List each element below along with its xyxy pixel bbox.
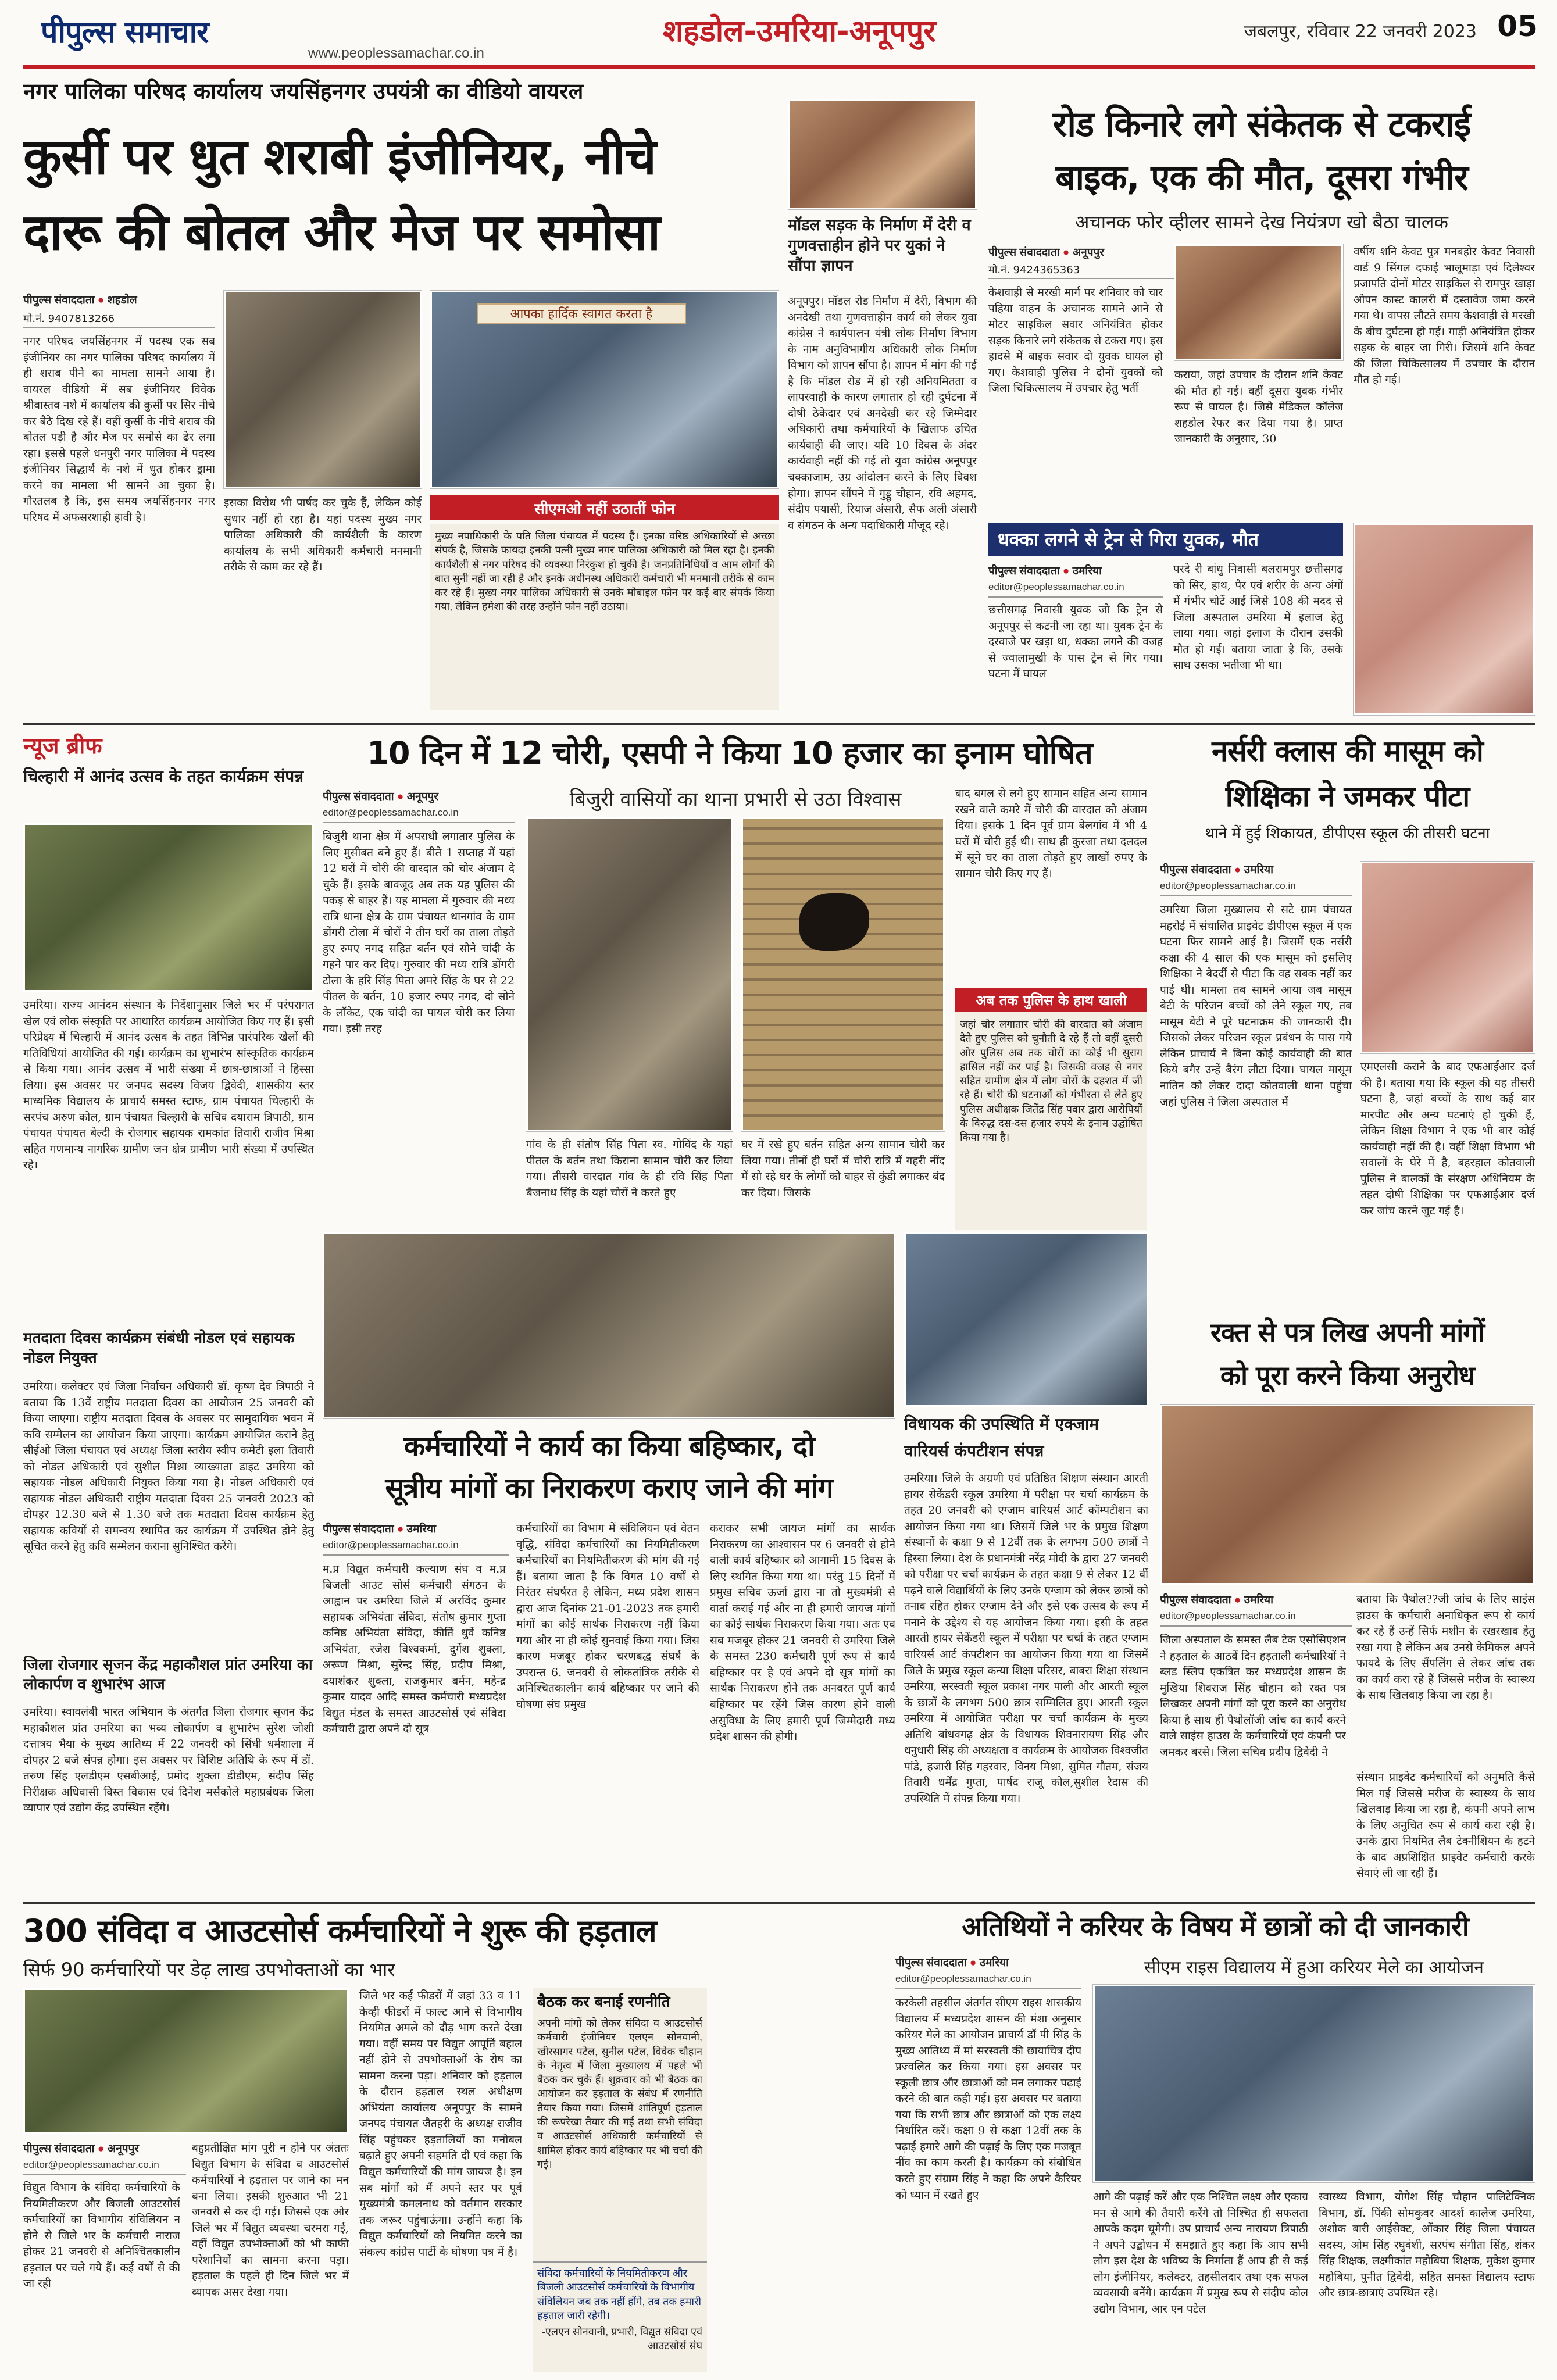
row-divider bbox=[23, 723, 1535, 725]
email-link[interactable]: editor@peoplessamachar.co.in bbox=[23, 2159, 186, 2175]
masthead-logo bbox=[41, 10, 343, 57]
victim-photo bbox=[1354, 523, 1535, 715]
byline: पीपुल्स संवाददाता ● उमरिया bbox=[895, 1957, 1009, 1969]
brief-text-2: उमरिया। कलेक्टर एवं जिला निर्वाचन अधिकारी डॉ. कृष्ण देव त्रिपाठी ने बताया कि 13वें राष्ट्रीय मतदाता दिवस का आयोजन 25 जनवरी को किया जाएगा। राष्ट्रीय मतदाता दिवस के अवसर पर सामुदायिक भवन में कवि सम्मेलन का आयोजन किया जाएगा। कार्यक्रम आयोजित कराने हेतु सीईओ जिला पंचायत एवं अध्यक्ष जिला स्तरीय स्वीप कमेटी इला तिवारी को नोडल अधिकारी एवं सुशील मिश्रा व्याख्याता डाइट उमरिया को सहायक नोडल अधिकारी नियुक्त किया गया है। नोडल अधिकारी एवं सहायक नोडल अधिकारी राष्ट्रीय मतदाता दिवस 25 जनवरी 2023 को दोपहर 12.30 बजे से 1.30 बजे तक मतदाता दिवस कार्यक्रम हेतु सहायक कवियों से समन्वय स्थापित कर कार्यक्रम में उपस्थित होने हेतु सूचित करने हेतु कवि सम्मेलन कराना सुनिश्चित करेंगे। bbox=[23, 1380, 314, 1553]
story-headline-line2: को पूरा करने किया अनुरोध bbox=[1220, 1360, 1475, 1391]
story-headline: अतिथियों ने करियर के विषय में छात्रों को दी जानकारी bbox=[962, 1911, 1469, 1942]
wall-hole bbox=[799, 893, 869, 951]
byline: पीपुल्स संवाददाता ● उमरिया bbox=[1160, 1594, 1274, 1606]
story-headline: 300 संविदा व आउटसोर्स कर्मचारियों ने शुरू की हड़ताल bbox=[23, 1913, 656, 1949]
memorandum-photo bbox=[788, 99, 977, 209]
mobile-number: मो.नं. 9407813266 bbox=[23, 312, 215, 328]
story-column-1: उमरिया जिला मुख्यालय से सटे ग्राम पंचायत महरोई में संचालित प्राइवेट डीपीएस स्कूल में एक घटना फिर सामने आई है। जिसमें एक नर्सरी कक्षा की 4 साल की एक मासूम को इसलिए शिक्षिका ने बेदर्दी से पीटा कि वह सबक नहीं कर पाई थी। मामला तब सामने आया जब मासूम बेटी के परिजन बच्चों को लेने स्कूल गए, तब मासूम बेटी ने पूरे घटनाक्रम की जानकारी दी। जिसको लेकर परिजन स्कूल प्रबंधन के पास गये लेकिन प्राचार्य ने बिना कोई कार्यवाही की बात किये बगैर उन्हें बैरंग लौटा दिया। घायल मासूम नातिन को लेकर दादा कोतवाली थाना पहुंचा जहां पुलिस ने जिला अस्पताल में bbox=[1160, 903, 1352, 1109]
byline: पीपुल्स संवाददाता ● शहडोल bbox=[23, 294, 137, 306]
story-column-2: आगे की पढ़ाई करें और एक निश्चित लक्ष्य और एकाग्र मन से आगे की तैयारी करेंगे तो निश्चित ही सफलता आपके कदम चूमेगी। उप प्राचार्य अन्य नारायण त्रिपाठी ने अपने उद्बोधन में समझाते हुए कहा कि आप सभी लोग इस देश के भविष्य के निर्माता हैं आप ही से कई लोग इंजीनियर, कलेक्टर, तहसीलदार तथा एक सफल व्यवसायी बनेंगे। कार्यक्रम में प्रमुख रूप से संदीप कोल उद्योग विभाग, आर एन पटेल bbox=[1093, 2190, 1308, 2315]
news-brief bbox=[23, 730, 314, 1899]
row-divider-2 bbox=[23, 1902, 1535, 1904]
brief-text-3: उमरिया। स्वावलंबी भारत अभियान के अंतर्गत जिला रोजगार सृजन केंद्र महाकौशल प्रांत उमरिया का भव्य लोकार्पण व शुभारंभ सुरेश जोशी दत्तात्रय भैया के मुख्य आतिथ्य में 22 जनवरी को सिंधी धर्मशाला में दोपहर 2 बजे संपन्न होगा। इस अवसर पर विशिष्ट अतिथि के रूप में डॉ. तरुण सिंह एलडीएम एसबीआई, प्रमोद शुक्ला डीडीएम, संदीप सिंह निरीक्षक अधिवासी विस्त विकास एवं दिनेश मर्सकोले महाप्रबंधक जिला व्यापार एवं उद्योग केंद्र उपस्थित रहेंगे। bbox=[23, 1706, 314, 1815]
story-column-2: कर्मचारियों का विभाग में संविलियन एवं वेतन वृद्धि, संविदा कर्मचारियों का नियमितीकरण कर्मचारियों का नियमितीकरण की मांग की गई हैं। बताया जाता है कि विगत 10 वर्षों से निरंतर संघर्षरत है लेकिन, मध्य प्रदेश शासन द्वारा आज दिनांक 21-01-2023 तक हमारी मांगों का कोई सार्थक निराकरण नहीं किया गया और ना ही कोई सुनवाई किया गया। जिस कारण मजबूर होकर चरणबद्ध संघर्ष के उपरान्त 6. जनवरी से लोकतांत्रिक तरीके से अनिश्चितकालीन कार्य बहिष्कार पर जाने की घोषणा संघ प्रमुख bbox=[516, 1522, 699, 1711]
story-headline: 10 दिन में 12 चोरी, एसपी ने किया 10 हजार का इनाम घोषित bbox=[367, 735, 1092, 771]
story-column-2: इसका विरोध भी पार्षद कर चुके हैं, लेकिन कोई सुधार नहीं हो रहा है। यहां पदस्थ मुख्य नगर पालिका अधिकारी की कार्यशैली के कारण कार्यालय के सभी अधिकारी कर्मचारी मनमानी तरीके से काम कर रहे हैं। bbox=[224, 496, 422, 574]
lab-staff-photo bbox=[1160, 1405, 1535, 1585]
theft-photo-2 bbox=[741, 817, 945, 1131]
story-column-2: एमएलसी कराने के बाद एफआईआर दर्ज की है। बताया गया कि स्कूल की यह तीसरी घटना है, जहां बच्चों के साथ कई बार मारपीट और अन्य घटनाएं हो चुकी हैं, लेकिन शिक्षा विभाग ने एक भी बार कोई कार्यवाही नहीं की है। वहीं शिक्षा विभाग भी सवालों के घेरे में है, बहरहाल कोतवाली पुलिस ने बालकों के संरक्षण अधिनियम के तहत दोषी शिक्षिका पर एफआईआर दर्ज कर जांच करने जुट गई है। bbox=[1360, 1060, 1535, 1217]
masthead bbox=[0, 0, 1557, 70]
story-subhead: थाने में हुई शिकायत, डीपीएस स्कूल की तीसरी घटना bbox=[1205, 825, 1490, 842]
quote-author: -एलएन सोनवानी, प्रभारी, विद्युत संविदा एवं आउटसोर्स संघ bbox=[541, 2326, 702, 2352]
story-column-2: बताया कि पैथोल??जी जांच के लिए साइंस हाउस के कर्मचारी अनाधिकृत रूप से कार्य कर रहे हैं उन्हें सिर्फ मशीन के रखरखाव हेतु रखा गया है लेकिन अब उनसे केमिकल अपने फायदे के लिए सैंपलिंग से लेकर जांच तक का कार्य करा रहे हैं जिससे मरीज के स्वास्थ्य के साथ खिलवाड़ किया जा रहा है। bbox=[1356, 1593, 1535, 1702]
story-column-1: करकेली तहसील अंतर्गत सीएम राइस शासकीय विद्यालय में मध्यप्रदेश शासन की मंशा अनुसार करियर मेले का आयोजन प्राचार्य डॉ पी सिंह के मुख्य आतिथ्य में मां सरस्वती की छायाचित्र दीप प्रज्वलित कर किया गया। इस अवसर पर स्कूली छात्र और छात्राओं को मन लगाकर पढ़ाई करने की बात कही गई। इस अवसर पर बताया गया कि सभी छात्र और छात्राओं को एक लक्ष्य निर्धारित करें। कक्षा 9 से कक्षा 12वीं तक के पढ़ाई हमारे आगे की पढ़ाई के लिए एक मजबूत नींव का काम करती है। कार्यक्रम को संबोधित करते हुए संग्राम सिंह ने कहा कि अपने कैरियर को ध्यान में रखते हुए bbox=[895, 1996, 1081, 2202]
accident-photo bbox=[1174, 244, 1343, 360]
story-headline: धक्का लगने से ट्रेन से गिरा युवक, मौत bbox=[988, 523, 1343, 556]
story-column-1: जिला अस्पताल के समस्त लैब टेक एसोसिएशन ने हड़ताल के आठवें दिन हड़ताली कर्मचारियों ने ब्लड स्लिप एकत्रित कर मध्यप्रदेश शासन के मुखिया शिवराज सिंह चौहान को रक्त पत्र लिखकर अपनी मांगों को पूरा करने का अनुरोध किया है साथ ही पैथोलॉजी जांच का कार्य करने वाले साइंस हाउस के कर्मचारियों एवं कंपनी पर जमकर बरसे। जिला सचिव प्रदीप द्विवेदी ने bbox=[1160, 1634, 1346, 1759]
byline: पीपुल्स संवाददाता ● अनूपपुर bbox=[323, 791, 439, 803]
masthead-date: जबलपुर, रविवार 22 जनवरी 2023 bbox=[1244, 22, 1477, 42]
story-column-1: नगर परिषद जयसिंहनगर में पदस्थ एक सब इंजीनियर का नगर पालिका परिषद कार्यालय में ही शराब पीने का मामला सामने आया है। वायरल वीडियो में सब इंजीनियर विवेक श्रीवास्तव नशे में कार्यालय की कुर्सी पर सिर नीचे कर बैठे दिख रहे हैं। वहीं कुर्सी के नीचे शराब की बोतल पड़ी है और मेज पर समोसे का ढेर लगा रहा। इससे पहले धनपुरी नगर पालिका में पदस्थ इंजीनियर सिद्धार्थ के नशे में धुत होकर ड्रामा करने का मामला भी सामने आ चुका है। गौरतलब है कि, इस समय जयसिंहनगर नगर परिषद में अफसरशाही हावी है। bbox=[23, 335, 215, 524]
email-link[interactable]: editor@peoplessamachar.co.in bbox=[988, 581, 1163, 598]
brief-text-1: उमरिया। राज्य आनंदम संस्थान के निर्देशानुसार जिले भर में परंपरागत खेल एवं लोक संस्कृति पर आधारित कार्यक्रम आयोजित किए गए हैं। इसी परिप्रेक्ष्य में चिल्हारी में आनंद उत्सव के तहत विभिन्न पारंपरिक खेलों की गतिविधियां आयोजित की गई। कार्यक्रम का शुभारंभ सांस्कृतिक कार्यक्रम से किया गया। आनंद उत्सव में भारी संख्या में छात्र-छात्राओं ने हिस्सा लिया। इस अवसर पर जनपद सदस्य विजय द्विवेदी, शासकीय स्तर माध्यमिक विद्यालय के प्राचार्य समस्त स्टाफ, ग्राम पंचायत चिल्हारी के सरपंच अरुण कोल, ग्राम पंचायत चिल्हारी के सचिव दयाराम त्रिपाठी, ग्राम पंचायत पंचायत बेल्दी के रोजगार सहायक रामकांत तिवारी राजीव मिश्रा सहित गणमान्य नागरिक ग्रामीण जन क्षेत्र ग्रामीण भारी संख्या में उपस्थित रहे। bbox=[23, 999, 314, 1172]
email-link[interactable]: editor@peoplessamachar.co.in bbox=[1160, 1610, 1352, 1627]
festival-photo bbox=[23, 823, 314, 992]
story-headline-line1: कर्मचारियों ने कार्य का किया बहिष्कार, दो bbox=[403, 1430, 815, 1463]
story-column-3: जिले भर कई फीडरों में जहां 33 व 11 केव्ही फीडरों में फाल्ट आने से विभागीय नियमित अमले को दौड़ भाग करते देखा गया। वहीं समय पर विद्युत आपूर्ति बहाल नहीं होने से उपभोक्ताओं के रोष का सामना करना पड़ा। शनिवार को हड़ताल के दौरान हड़ताल स्थल अधीक्षण अभियंता कार्यालय अनूपपुर के सामने जनपद पंचायत जैतहरी के अध्यक्ष राजीव सिंह पहुंचकर हड़तालियों का मनोबल बढ़ाते हुए अपनी सहमति दी एवं कहा कि विद्युत कर्मचारियों की मांग जायज है। इन सब मांगों को मैं अपने स्तर पर पूर्व मुख्यमंत्री कमलनाथ को वर्तमान सरकार तक जरूर पहुंचाऊंगा। उन्होंने कहा कि विद्युत कर्मचारियों को नियमित करने का संकल्प कांग्रेस पार्टी के घोषणा पत्र में है। bbox=[359, 1989, 522, 2259]
story-strike bbox=[23, 1908, 884, 2373]
story-model-road bbox=[788, 99, 977, 715]
email-link[interactable]: editor@peoplessamachar.co.in bbox=[323, 1539, 509, 1556]
career-photo bbox=[1093, 1985, 1535, 2182]
byline: पीपुल्स संवाददाता ● अनूपपुर bbox=[23, 2143, 140, 2155]
email-link[interactable]: editor@peoplessamachar.co.in bbox=[895, 1973, 1081, 1989]
exam-photo bbox=[904, 1232, 1148, 1407]
story-headline-line1: रोड किनारे लगे संकेतक से टकराई bbox=[1052, 104, 1471, 145]
story-column-3: बाद बगल से लगे हुए सामान सहित अन्य सामान रखने वाले कमरे में चोरी की वारदात को अंजाम दिया। इसके 1 दिन पूर्व ग्राम बेलगांव में भी 4 घरों में चोरी हुई थी। साथ ही कुरजा तथा दलदल में सूने घर का ताला तोड़ते हुए लाखों रुपए के सामान चोरी किए गए हैं। bbox=[955, 787, 1147, 880]
story-road-accident bbox=[988, 99, 1535, 523]
masthead-rule bbox=[23, 65, 1535, 69]
story-headline-line1: रक्त से पत्र लिख अपनी मांगों bbox=[1210, 1317, 1485, 1348]
strike-photo bbox=[23, 1988, 349, 2134]
story-headline-line2: दारू की बोतल और मेज पर समोसा bbox=[23, 203, 660, 262]
story-body: उमरिया। जिले के अग्रणी एवं प्रतिष्ठित शिक्षण संस्थान आरती हायर सेकेंडरी स्कूल उमरिया में परीक्षा पर चर्चा कार्यक्रम के तहत 20 जनवरी को एग्जाम वारियर्स आर्ट कॉम्पटीशन का आयोजन किया गया था। जिसमें जिले भर के प्रमुख शिक्षण संस्थानों के कक्षा 9 से 12वीं तक के लगभग 500 छात्रों ने हिस्सा लिया। देश के प्रधानमंत्री नरेंद्र मोदी के द्वारा 27 जनवरी को परीक्षा पर चर्चा कार्यक्रम के तहत कक्षा 9 से लेकर 12 वीं पढ़ने वाले विद्यार्थियों के लिए उनके एग्जाम को लेकर छात्रों को तनाव रहित होकर एग्जाम देने और इसे एक उत्सव के रूप में मनाने के उद्देश्य से यह आयोजन किया गया। इसी के तहत आरती हायर सेकेंडरी स्कूल में परीक्षा पर चर्चा के तहत एग्जाम वारियर्स आर्ट कंपटीशन का आयोजन किया गया था जिसमें जिले के प्रमुख स्कूल कन्या शिक्षा परिसर, बाबरा शिक्षा संस्थान उमरिया, सरस्वती स्कूल प्रकाश नगर पाली और आरती स्कूल के छात्रों के लगभग 500 छात्र सम्मिलित हुए। आरती स्कूल उमरिया में आयोजित परीक्षा पर चर्चा कार्यक्रम के मुख्य अतिथि बांधवगढ़ क्षेत्र के विधायक शिवनारायण सिंह और धनुधारी सिंह की अध्यक्षता व कार्यक्रम के आयोजक विश्वजीत पांडे, हजारी सिंह गहरवार, विनय मिश्रा, सुमित गौतम, संजय तिवारी धर्मेंद्र गुप्ता, पार्षद राजू कोल,सुशील रैदास की उपस्थिति में संपन्न किया गया। bbox=[904, 1472, 1148, 1805]
story-subhead: बिजुरी वासियों का थाना प्रभारी से उठा विश्वास bbox=[569, 788, 902, 811]
story-kicker: नगर पालिका परिषद कार्यालय जयसिंहनगर उपयंत्री का वीडियो वायरल bbox=[23, 78, 584, 104]
story-engineer bbox=[23, 76, 779, 715]
sidebar-text: मुख्य नपाधिकारी के पति जिला पंचायत में पदस्थ हैं। इनका वरिष्ठ अधिकारियों से अच्छा संपर्क है, जिसके फायदा इनकी पत्नी मुख्य नगर पालिका अधिकारी को मिल रहा है। इनकी कार्यशैली से नगर परिषद की व्यवस्था निरंकुश हो चुकी है। जनप्रतिनिधियों व आम लोगों की बात सुनी नहीं जा रही है और इनके अधीनस्थ अधिकारी कर्मचारी भी मनमानी तरीके से काम कर रहे हैं। मुख्य नगर पालिका अधिकारी से उनके मोबाइल फोन पर कई बार संपर्क किया गया, लेकिन हमेशा की तरह उन्होंने फोन नहीं उठाया। bbox=[430, 524, 779, 710]
quote-block bbox=[533, 2261, 707, 2372]
theft-photo-1 bbox=[526, 817, 733, 1131]
story-nursery bbox=[1160, 730, 1535, 1311]
story-headline-line1: कुर्सी पर धुत शराबी इंजीनियर, नीचे bbox=[23, 128, 656, 186]
story-blood-letter bbox=[1160, 1314, 1535, 1895]
byline: पीपुल्स संवाददाता ● अनूपपुर bbox=[988, 246, 1105, 259]
injury-photo bbox=[1360, 862, 1535, 1053]
byline: पीपुल्स संवाददाता ● उमरिया bbox=[1160, 864, 1274, 876]
story-column-3: संस्थान प्राइवेट कर्मचारियों को अनुमति कैसे मिल गई जिससे मरीज के स्वास्थ्य के साथ खिलवाड़ किया जा रहा है, कंपनी अपने लाभ के लिए अनुचित रूप से कार्य करा रही है। उनके द्वारा नियमित लैब टेक्नीशियन के हटने के बाद अप्रशिक्षित प्राइवेट कर्मचारी करके सेवाएं ली जा रही हैं। bbox=[1356, 1771, 1535, 1880]
story-caption-headline: मॉडल सड़क के निर्माण में देरी व गुणवत्ताहीन होने पर युकां ने सौंपा ज्ञापन bbox=[788, 216, 971, 276]
story-subhead: सीएम राइस विद्यालय में हुआ करियर मेले का आयोजन bbox=[1144, 1957, 1484, 1978]
story-column-3: कराकर सभी जायज मांगों का सार्थक निराकरण का आश्वासन पर 6 जनवरी से होने वाली कार्य बहिष्कार को आगामी 15 दिवस के लिए स्थगित किया गया था। परंतु 15 दिनों में प्रमुख सचिव ऊर्जा द्वारा ना तो मुख्यमंत्री से वार्ता कराई गई और ना ही हमारी जायज मांगों का कोई सार्थक निराकरण किया गया। अतः एव सब मजबूर होकर 21 जनवरी से उमरिया जिले के समस्त 230 कर्मचारी पूर्ण रूप से कार्य बहिष्कार पर है एवं अपने दो सूत्र मांगों का सार्थक निराकरण होने तक अनवरत पूर्ण कार्य बहिष्कार पर रहेंगे जिस कारण होने वाली असुविधा के लिए हमारी पूर्ण जिम्मेदारी मध्य प्रदेश शासन की होगी। bbox=[710, 1522, 895, 1743]
photo-caption-1: गांव के ही संतोष सिंह पिता स्व. गोविंद के यहां पीतल के बर्तन तथा किराना सामान चोरी कर लिया गया। तीसरी वारदात गांव के ही रवि सिंह पिता बैजनाथ सिंह के यहां चोरों ने करते हुए bbox=[526, 1138, 733, 1199]
story-column-3: स्वास्थ्य विभाग, योगेश सिंह चौहान पालिटेक्निक विभाग, डॉ. पिंकी सोमकुवर आदर्श कालेज उमरिया, अशोक बारी आईसेक्ट, ओंकार सिंह जिला पंचायत सदस्य, ओम सिंह रघुवंशी, सरपंच संगीता सिंह, शंकर सिंह शिक्षक, लक्ष्मीकांत महोबिया शिक्षक, मुकेश कुमार महोबिया, पुनीत द्विवेदी, सहित समस्त विद्यालय स्टाफ और छात्र-छात्राएं उपस्थित रहे। bbox=[1319, 2190, 1535, 2300]
police-box bbox=[955, 988, 1147, 1230]
story-headline-line2: बाइक, एक की मौत, दूसरा गंभीर bbox=[1055, 158, 1468, 198]
caption-line1: विधायक की उपस्थिति में एक्जाम bbox=[904, 1414, 1099, 1434]
brief-heading-1: चिल्हारी में आनंद उत्सव के तहत कार्यक्रम संपन्न bbox=[23, 767, 304, 786]
story-column-1: केशवाही से मरखी मार्ग पर शनिवार को चार पहिया वाहन के अचानक सामने आने से मोटर साइकिल सवार अनियंत्रित होकर सड़क किनारे लगे संकेतक से टकरा गए। इस हादसे में बाइक सवार दो युवक घायल हो गए। केशवाही पुलिस ने दोनों युवकों को जिला चिकित्सालय में उपचार हेतु भर्ती bbox=[988, 286, 1163, 395]
story-headline-line2: सूत्रीय मांगों का निराकरण कराए जाने की मांग bbox=[385, 1472, 833, 1505]
sidebar-heading: सीएमओ नहीं उठातीं फोन bbox=[430, 495, 779, 520]
story-subhead: सिर्फ 90 कर्मचारियों पर डेढ़ लाख उपभोक्ताओं का भार bbox=[23, 1959, 395, 1981]
box-text: अपनी मांगों को लेकर संविदा व आउटसोर्स कर्मचारी इंजीनियर एलएन सोनवानी, खीरसागर पटेल, सुनील पटेल, विवेक चौहान के नेतृत्व में जिला मुख्यालय में पहले भी बैठक कर चुके हैं। शुक्रवार को भी बैठक का आयोजन कर हड़ताल के संबंध में रणनीति तैयार किया गया। जिसमें शांतिपूर्ण हड़ताल की रूपरेखा तैयार की गई तथा सभी संविदा व आउटसोर्स अधिकारी कर्मचारियों से शामिल होकर कार्य बहिष्कार पर भी चर्चा की गई। bbox=[537, 2017, 702, 2170]
strategy-box bbox=[533, 1988, 707, 2372]
page-number: 05 bbox=[1497, 9, 1538, 43]
box-text: जहां चोर लगातार चोरी की वारदात को अंजाम देते हुए पुलिस को चुनौती दे रहे हैं तो वहीं दूसरी ओर पुलिस अब तक चोरों का कोई भी सुराग हासिल नहीं कर पाई है। जिसकी वजह से नगर सहित ग्रामीण क्षेत्र में लोग चोरों के दहशत में जी रहे हैं। चोरी की घटनाओं को गंभीरता से लेते हुए पुलिस अधीक्षक जितेंद्र सिंह पवार द्वारा आरोपियों के विरुद्ध दस-दस हजार रुपये के इनाम उद्घोषित किया गया है। bbox=[960, 1019, 1142, 1143]
email-link[interactable]: editor@peoplessamachar.co.in bbox=[1160, 880, 1352, 896]
logo-text: पीपुल्स समाचार bbox=[41, 15, 209, 50]
byline: पीपुल्स संवाददाता ● उमरिया bbox=[988, 565, 1102, 577]
story-headline-line2: शिक्षिका ने जमकर पीटा bbox=[1225, 780, 1470, 813]
story-column-1: बिजुरी थाना क्षेत्र में अपराधी लगातार पुलिस के लिए मुसीबत बने हुए हैं। बीते 1 सप्ताह में यहां 12 घरों में चोरी की वारदात को चोर अंजाम दे चुके हैं। इसके बावजूद अब तक यह पुलिस की पकड़ से बाहर हैं। यह मामला में गुरुवार की मध्य रात्रि थाना क्षेत्र के ग्राम पंचायत थानगांव के ग्राम डोंगरी टोला में चोरों ने तीन घरों का ताला तोड़ते हुए रुपए नगद सहित बर्तन एवं सोने चांदी के गहने पार कर दिए। गुरुवार की मध्य रात्रि डोंगरी टोला के हरि सिंह पिता अमरे सिंह के घर से 22 पीतल के बर्तन, 10 हजार रुपए नगद, दो सोने के लॉकेट, एक चांदी का पायल चोरी कर लिया गया। इसी तरह bbox=[323, 830, 515, 1035]
brief-label: न्यूज ब्रीफ bbox=[23, 733, 102, 759]
story-theft bbox=[323, 730, 1148, 1230]
photo-caption-2: घर में रखे हुए बर्तन सहित अन्य सामान चोरी कर लिया गया। तीनों ही घरों में चोरी रात्रि में गहरी नींद में सो रहे घर के लोगों को बाहर से कुंडी लगाकर बंद कर दिया। जिसके bbox=[741, 1138, 945, 1199]
byline: पीपुल्स संवाददाता ● उमरिया bbox=[323, 1523, 437, 1535]
story-headline-line1: नर्सरी क्लास की मासूम को bbox=[1212, 734, 1483, 768]
engineer-photo bbox=[224, 291, 422, 488]
story-subhead: अचानक फोर व्हीलर सामने देख नियंत्रण खो बैठा चालक bbox=[1074, 211, 1449, 233]
story-column-1: छत्तीसगढ़ निवासी युवक जो कि ट्रेन से अनूपपुर से कटनी जा रहा था। युवक ट्रेन के दरवाजे पर खड़ा था, धक्का लगने की वजह से ज्वालामुखी के पास ट्रेन से गिर गया। घटना में घायल bbox=[988, 603, 1163, 681]
caption-line2: वारियर्स कंपटीशन संपन्न bbox=[904, 1441, 1044, 1460]
story-career-fair bbox=[895, 1908, 1535, 2373]
brief-heading-3: जिला रोजगार सृजन केंद्र महाकौशल प्रांत उमरिया का लोकार्पण व शुभारंभ आज bbox=[23, 1656, 313, 1693]
story-employees-boycott bbox=[323, 1232, 895, 1895]
mobile-number: मो.नं. 9424365363 bbox=[988, 263, 1174, 279]
story-exam-warriors bbox=[904, 1232, 1148, 1895]
story-column-2: कराया, जहां उपचार के दौरान शनि केवट की मौत हो गई। वहीं दूसरा युवक गंभीर रूप से घायल है। जिसे मेडिकल कॉलेज शहडोल रेफर कर दिया गया है। प्राप्त जानकारी के अनुसार, 30 bbox=[1174, 369, 1343, 446]
box-heading: बैठक कर बनाई रणनीति bbox=[537, 1993, 670, 2011]
brief-heading-2: मतदाता दिवस कार्यक्रम संबंधी नोडल एवं सहायक नोडल नियुक्त bbox=[23, 1330, 295, 1367]
email-link[interactable]: editor@peoplessamachar.co.in bbox=[323, 807, 515, 823]
box-heading: अब तक पुलिस के हाथ खाली bbox=[955, 988, 1147, 1012]
masthead-url[interactable]: www.peoplessamachar.co.in bbox=[308, 45, 484, 61]
boycott-photo bbox=[323, 1232, 895, 1418]
story-column-2: बहुप्रतीक्षित मांग पूरी न होने पर अंततः विद्युत विभाग के संविदा व आउटसोर्स कर्मचारियों ने हड़ताल पर जाने का मन बना लिया। इसकी शुरुआत भी 21 जनवरी से कर दी गई। जिससे एक ओर जिले भर में विद्युत व्यवस्था चरमरा गई, वहीं विद्युत उपभोक्ताओं को भी काफी परेशानियों का सामना करना पड़ा। हड़ताल के पहले ही दिन जिले भर में व्यापक असर देखा गया। bbox=[192, 2142, 349, 2299]
masthead-section: शहडोल-उमरिया-अनूपपुर bbox=[663, 14, 936, 49]
story-body: अनूपपुर। मॉडल रोड निर्माण में देरी, विभाग की अनदेखी तथा गुणवत्ताहीन कार्य को लेकर युवा कांग्रेस ने कार्यपालन यंत्री लोक निर्माण विभाग के नाम अनुविभागीय अधिकारी लोक निर्माण विभाग को ज्ञापन सौंपा है। ज्ञापन में मांग की गई है कि मॉडल रोड में हो रही अनियमितता व लापरवाही के कारण लगातार हो रही दुर्घटना में दोषी ठेकेदार एवं अनदेखी कर रहे जिम्मेदार अधिकारी तथा कर्मचारियों के खिलाफ उचित कार्यवाही की जाए। यदि 10 दिवस के अंदर कार्यवाही नहीं की गई तो युवा कांग्रेस अनूपपुर चक्काजाम, उग्र आंदोलन करने के लिए विवश होगा। ज्ञापन सौंपने में गुड्डू चौहान, रवि अहमद, संदीप पयासी, रियाज अंसारी, सैफ अली अंसारी व संगठन के अन्य पदाधिकारी मौजूद रहे। bbox=[788, 295, 977, 532]
story-train-fall bbox=[988, 523, 1535, 721]
story-column-1: विद्युत विभाग के संविदा कर्मचारियों के नियमितीकरण और बिजली आउटसोर्स कर्मचारियों का विभागीय संविलियन न होने से जिले भर के कर्मचारी नाराज होकर 21 जनवरी से अनिश्चितकालीन हड़ताल पर चले गये हैं। कई वर्षों से की जा रही bbox=[23, 2181, 180, 2290]
office-sign: आपका हार्दिक स्वागत करता है bbox=[477, 303, 686, 324]
story-column-1: म.प्र विद्युत कर्मचारी कल्याण संघ व म.प्र बिजली आउट सोर्स कर्मचारी संगठन के आह्वान पर उमरिया जिले में अरविंद कुमार सहायक अभियंता संविदा, संतोष कुमार गुप्ता कनिष्ठ अभियंता संविदा, कीर्ति धुर्वे कनिष्ठ अभियंता, रजेश विश्वकर्मा, दुर्गेश शुक्ला, अरूण मिश्रा, सुरेन्द्र सिंह, प्रदीप मिश्रा, दयाशंकर शुक्ला, राजकुमार बर्मन, महेन्द्र कुमार यादव आदि समस्त कर्मचारी मध्यप्रदेश विद्युत मंडल के समस्त आउटसोर्स एवं संविदा कर्मचारी द्वारा अपने दो सूत्र bbox=[323, 1563, 506, 1736]
story-column-2: परदे री बांधु निवासी बलरामपुर छत्तीसगढ़ को सिर, हाथ, पैर एवं शरीर के अन्य अंगों में गंभीर चोटें आईं जिसे 108 की मदद से जिला अस्पताल उमरिया में इलाज हेतु लाया गया। जहां इलाज के दौरान उसकी मौत हो गई। बताया जाता है कि, उसके साथ उसका भतीजा भी था। bbox=[1173, 563, 1343, 672]
quote-text: संविदा कर्मचारियों के नियमितीकरण और बिजली आउटसोर्स कर्मचारियों के विभागीय संविलियन जब तक नहीं होंगे, तब तक हमारी हड़ताल जारी रहेगी। bbox=[537, 2267, 702, 2321]
story-column-3: वर्षीय शनि केवट पुत्र मनबहोर केवट निवासी वार्ड 9 सिंगल दफाई भालूमाड़ा एवं दिलेश्वर प्रजापति दोनों मोटर साइकिल से रामपुर खाड़ा ओपन कास्ट कालरी में दस्तावेज जमा करने गया थे। वापस लौटते समय केशवाही से मरखी के बीच दुर्घटना हो गई। गाड़ी अनियंत्रित होकर सड़क के बाहर जा गिरी। जिसमें शनि केवट की जिला चिकित्सालय में उपचार के दौरान मौत हो गई। bbox=[1354, 245, 1535, 387]
